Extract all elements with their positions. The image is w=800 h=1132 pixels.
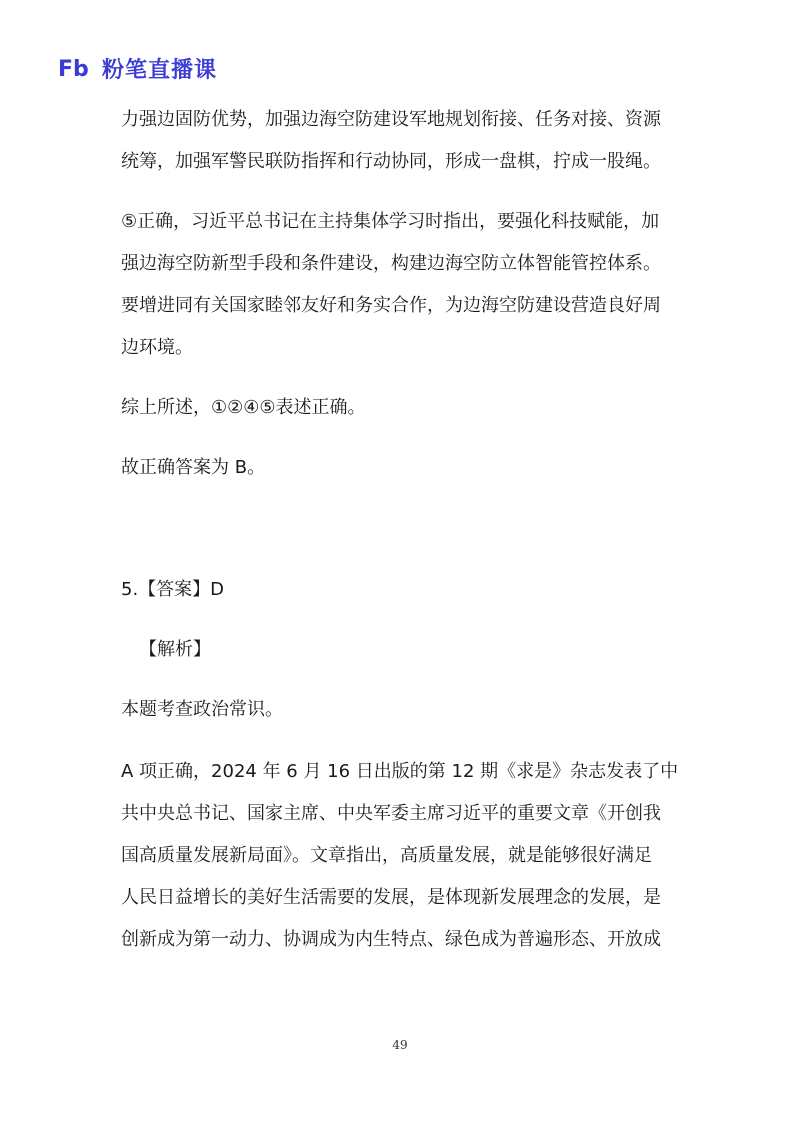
question-answer-heading: 5.【答案】D: [121, 579, 225, 600]
paragraph-line: 人民日益增长的美好生活需要的发展，是体现新发展理念的发展，是: [121, 887, 661, 908]
paragraph-line: 力强边固防优势，加强边海空防建设军地规划衔接、任务对接、资源: [121, 109, 661, 130]
summary-line: 综上所述，①②④⑤表述正确。: [121, 397, 366, 418]
paragraph-line: 创新成为第一动力、协调成为内生特点、绿色成为普遍形态、开放成: [121, 929, 661, 950]
page-header: [56, 52, 217, 84]
paragraph-line: ⑤正确，习近平总书记在主持集体学习时指出，要强化科技赋能，加: [121, 211, 660, 232]
analysis-heading: 【解析】: [139, 639, 211, 660]
paragraph-line: 强边海空防新型手段和条件建设，构建边海空防立体智能管控体系。: [121, 253, 661, 274]
page-number: 49: [392, 1038, 408, 1052]
answer-line: 故正确答案为 B。: [121, 457, 266, 478]
svg-text:Fb: Fb: [58, 57, 89, 82]
brand-name: 粉笔直播课: [102, 57, 218, 83]
paragraph-line: A 项正确，2024 年 6 月 16 日出版的第 12 期《求是》杂志发表了中: [121, 761, 679, 782]
paragraph-line: 边环境。: [121, 337, 193, 358]
paragraph-line: 共中央总书记、国家主席、中央军委主席习近平的重要文章《开创我: [121, 803, 661, 824]
paragraph-line: 本题考查政治常识。: [121, 699, 283, 720]
paragraph-line: 要增进同有关国家睦邻友好和务实合作，为边海空防建设营造良好周: [121, 295, 661, 316]
fenbi-logo-icon: [56, 54, 96, 82]
paragraph-line: 统筹，加强军警民联防指挥和行动协同，形成一盘棋，拧成一股绳。: [121, 151, 661, 172]
paragraph-line: 国高质量发展新局面》。文章指出，高质量发展，就是能够很好满足: [121, 845, 652, 866]
